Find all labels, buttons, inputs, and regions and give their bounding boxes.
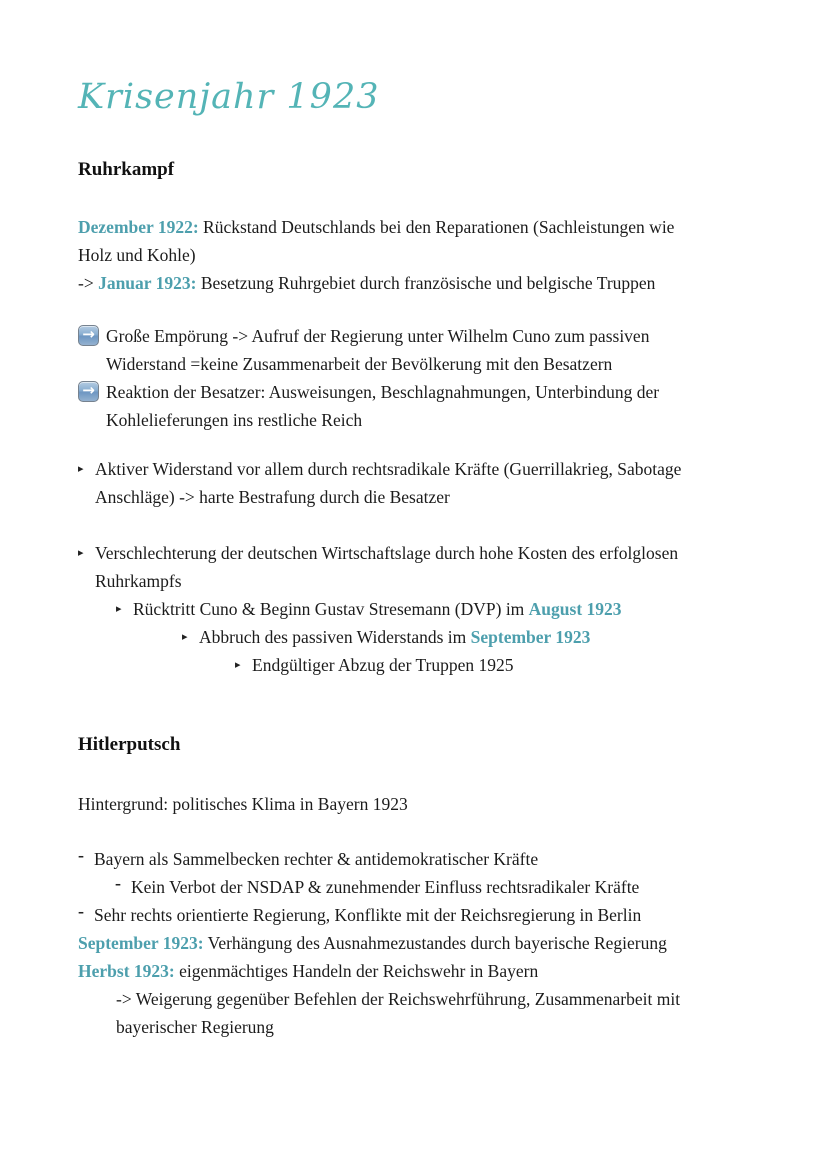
text-line: Ruhrkampfs	[95, 571, 182, 591]
list-item	[78, 378, 770, 434]
text-line: Aktiver Widerstand vor allem durch rechtsradikale Kräfte (Guerrillakrieg, Sabotage	[95, 459, 682, 479]
text-segment: Rücktritt Cuno & Beginn Gustav Stresemann (DVP) im	[133, 599, 529, 619]
triangle-bullet-list	[78, 455, 770, 679]
section-heading-hitlerputsch: Hitlerputsch	[78, 734, 181, 755]
item-text	[95, 455, 770, 511]
item-text	[133, 595, 770, 623]
text-segment: Besetzung Ruhrgebiet durch französische und belgische Truppen	[196, 273, 656, 293]
text-line: Widerstand =keine Zusammenarbeit der Bevölkerung mit den Besatzern	[106, 354, 613, 374]
text-line	[78, 269, 770, 297]
item-text	[252, 651, 770, 679]
nested-list-item	[78, 623, 770, 651]
text-line: -> Weigerung gegenüber Befehlen der Reichswehrführung, Zusammenarbeit mit	[116, 989, 681, 1009]
text-line: Endgültiger Abzug der Truppen 1925	[252, 655, 514, 675]
dash-bullet-list	[78, 845, 770, 929]
text-line: Holz und Kohle)	[78, 245, 196, 265]
date-herbst-1923: Herbst 1923:	[78, 961, 175, 981]
item-text	[106, 378, 770, 434]
indented-paragraph	[78, 985, 770, 1041]
text-line-september	[78, 929, 770, 957]
arrow-glyph: →	[82, 381, 95, 399]
list-item	[78, 455, 770, 511]
item-text	[94, 845, 770, 873]
text-segment: eigenmächtiges Handeln der Reichswehr in Bayern	[174, 961, 539, 981]
date-august-1923: August 1923	[528, 599, 622, 619]
text-line: Reaktion der Besatzer: Ausweisungen, Beschlagnahmungen, Unterbindung der	[106, 382, 660, 402]
blue-arrow-icon	[78, 381, 99, 402]
text-segment: Verhängung des Ausnahmezustandes durch bayerische Regierung	[203, 933, 667, 953]
text-line-herbst	[78, 957, 770, 985]
text-segment: Abbruch des passiven Widerstands im	[199, 627, 471, 647]
list-item	[78, 845, 770, 873]
text-line	[78, 213, 770, 241]
nested-list-item	[78, 595, 770, 623]
text-line: Große Empörung -> Aufruf der Regierung unter Wilhelm Cuno zum passiven	[106, 326, 650, 346]
page-title: Krisenjahr 1923	[78, 77, 380, 117]
dash-bullet-icon: -	[78, 845, 84, 865]
blue-arrow-icon	[78, 325, 99, 346]
arrow-glyph: →	[82, 325, 95, 343]
item-text	[131, 873, 770, 901]
text-segment: Rückstand Deutschlands bei den Reparationen (Sachleistungen wie	[198, 217, 675, 237]
item-text	[95, 539, 770, 595]
dash-bullet-icon: -	[115, 873, 121, 893]
nested-list-item	[78, 651, 770, 679]
list-item	[78, 539, 770, 595]
date-dezember-1922: Dezember 1922:	[78, 217, 199, 237]
text-line	[199, 623, 770, 651]
arrow-bullet-list	[78, 322, 770, 434]
triangle-bullet-icon: ▸	[182, 630, 188, 643]
date-september-1923: September 1923:	[78, 933, 204, 953]
text-line: Kein Verbot der NSDAP & zunehmender Einfluss rechtsradikaler Kräfte	[131, 877, 640, 897]
text-line: Anschläge) -> harte Bestrafung durch die Besatzer	[95, 487, 450, 507]
text-line: bayerischer Regierung	[116, 1017, 274, 1037]
section-heading-ruhrkampf: Ruhrkampf	[78, 159, 175, 180]
list-item	[78, 901, 770, 929]
date-januar-1923: Januar 1923:	[98, 273, 197, 293]
arrow-prefix: ->	[78, 273, 99, 293]
paragraph-reparationen	[78, 213, 770, 297]
date-september-1923: September 1923	[470, 627, 591, 647]
triangle-bullet-icon: ▸	[235, 658, 241, 671]
item-text	[199, 623, 770, 651]
triangle-bullet-icon: ▸	[116, 602, 122, 615]
list-item	[78, 322, 770, 378]
item-text	[94, 901, 770, 929]
paragraph-hintergrund	[78, 790, 770, 818]
item-text	[106, 322, 770, 378]
triangle-bullet-icon: ▸	[78, 462, 84, 475]
text-line: Sehr rechts orientierte Regierung, Konflikte mit der Reichsregierung in Berlin	[94, 905, 642, 925]
text-line: Kohlelieferungen ins restliche Reich	[106, 410, 363, 430]
text-line: Hintergrund: politisches Klima in Bayern 1923	[78, 794, 408, 814]
text-line: Bayern als Sammelbecken rechter & antidemokratischer Kräfte	[94, 849, 539, 869]
text-line: Verschlechterung der deutschen Wirtschaftslage durch hohe Kosten des erfolglosen	[95, 543, 679, 563]
text-line	[133, 595, 770, 623]
nested-list-item	[78, 873, 770, 901]
triangle-bullet-icon: ▸	[78, 546, 84, 559]
dash-bullet-icon: -	[78, 901, 84, 921]
